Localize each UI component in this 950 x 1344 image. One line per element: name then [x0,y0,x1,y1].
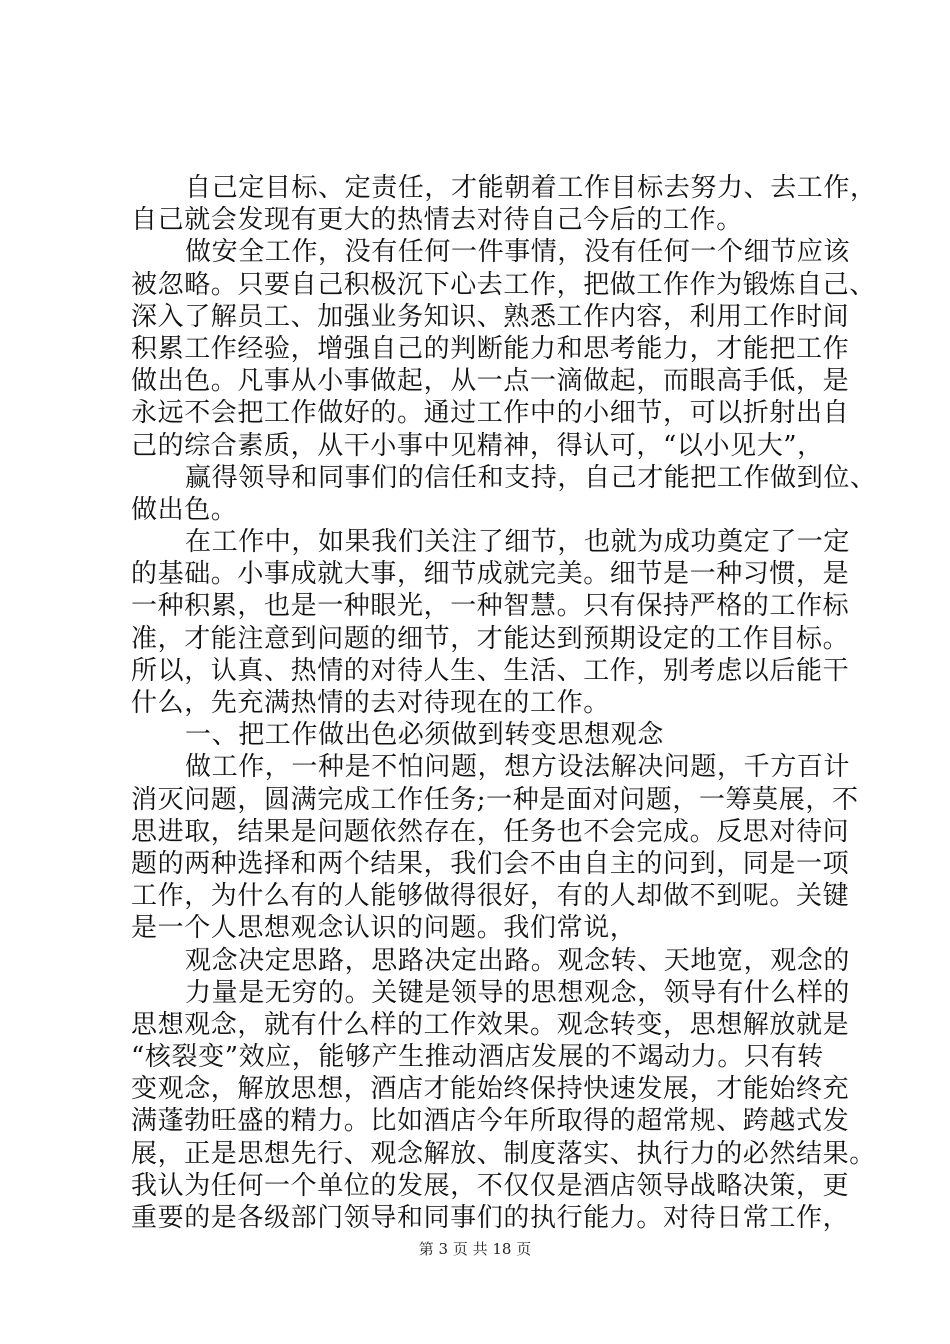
paragraph-line: 思想观念，就有什么样的工作效果。观念转变，思想解放就是 [131,1009,850,1040]
paragraph-line: 工作，为什么有的人能够做得很好，有的人却做不到呢。关键 [131,881,850,912]
paragraph-line: 重要的是各级部门领导和同事们的执行能力。对待日常工作， [131,1203,850,1233]
paragraph-line: 满蓬勃旺盛的精力。比如酒店今年所取得的超常规、跨越式发 [131,1106,850,1137]
paragraph-line: 自己就会发现有更大的热情去对待自己今后的工作。 [131,205,743,236]
paragraph-line: 做工作，一种是不怕问题，想方设法解决问题，千方百计 [185,752,851,783]
section-heading: 一、把工作做出色必须做到转变思想观念 [185,720,664,751]
paragraph-line: 一种积累，也是一种眼光，一种智慧。只有保持严格的工作标 [131,591,850,622]
paragraph-line: 自己定目标、定责任，才能朝着工作目标去努力、去工作， [185,173,877,203]
paragraph-line: 力量是无穷的。关键是领导的思想观念，领导有什么样的 [185,977,851,1008]
paragraph-line: 做出色。 [131,494,238,525]
paragraph-line: 做安全工作，没有任何一件事情，没有任何一个细节应该 [185,237,851,268]
page-number-label: 第 3 页 共 18 页 [418,1240,532,1258]
document-body [131,172,877,1234]
paragraph-line: 展，正是思想先行、观念解放、制度落实、执行力的必然结果。 [131,1138,876,1169]
paragraph-line: 的基础。小事成就大事，细节成就完美。细节是一种习惯，是 [131,559,850,590]
paragraph-line: 什么，先充满热情的去对待现在的工作。 [131,688,610,718]
paragraph-line: 永远不会把工作做好的。通过工作中的小细节，可以折射出自 [131,398,850,429]
paragraph-line: 赢得领导和同事们的信任和支持，自己才能把工作做到位、 [185,462,877,493]
paragraph-line: 我认为任何一个单位的发展，不仅仅是酒店领导战略决策，更 [131,1170,850,1201]
paragraph-line: 深入了解员工、加强业务知识、熟悉工作内容，利用工作时间 [131,301,850,332]
paragraph-line: 题的两种选择和两个结果，我们会不由自主的问到，同是一项 [131,848,850,879]
paragraph-line: 消灭问题，圆满完成工作任务;一种是面对问题，一筹莫展，不 [131,784,859,815]
paragraph-line: 己的综合素质，从干小事中见精神，得认可，“以小见大”， [131,430,824,461]
page-footer [0,1238,950,1260]
paragraph-line: 是一个人思想观念认识的问题。我们常说， [131,913,637,944]
paragraph-line: 变观念，解放思想，酒店才能始终保持快速发展，才能始终充 [131,1074,850,1105]
paragraph-line: “核裂变”效应，能够产生推动酒店发展的不竭动力。只有转 [131,1042,824,1073]
paragraph-line: 所以，认真、热情的对待人生、生活、工作，别考虑以后能干 [131,655,850,686]
paragraph-line: 思进取，结果是问题依然存在，任务也不会完成。反思对待问 [131,816,850,847]
paragraph-line: 做出色。凡事从小事做起，从一点一滴做起，而眼高手低，是 [131,366,850,397]
paragraph-line: 在工作中，如果我们关注了细节，也就为成功奠定了一定 [185,527,851,558]
paragraph-line: 准，才能注意到问题的细节，才能达到预期设定的工作目标。 [131,623,850,654]
paragraph-line: 积累工作经验，增强自己的判断能力和思考能力，才能把工作 [131,333,850,364]
paragraph-line: 观念决定思路，思路决定出路。观念转、天地宽，观念的 [185,945,851,976]
paragraph-line: 被忽略。只要自己积极沉下心去工作，把做工作作为锻炼自己、 [131,269,876,300]
